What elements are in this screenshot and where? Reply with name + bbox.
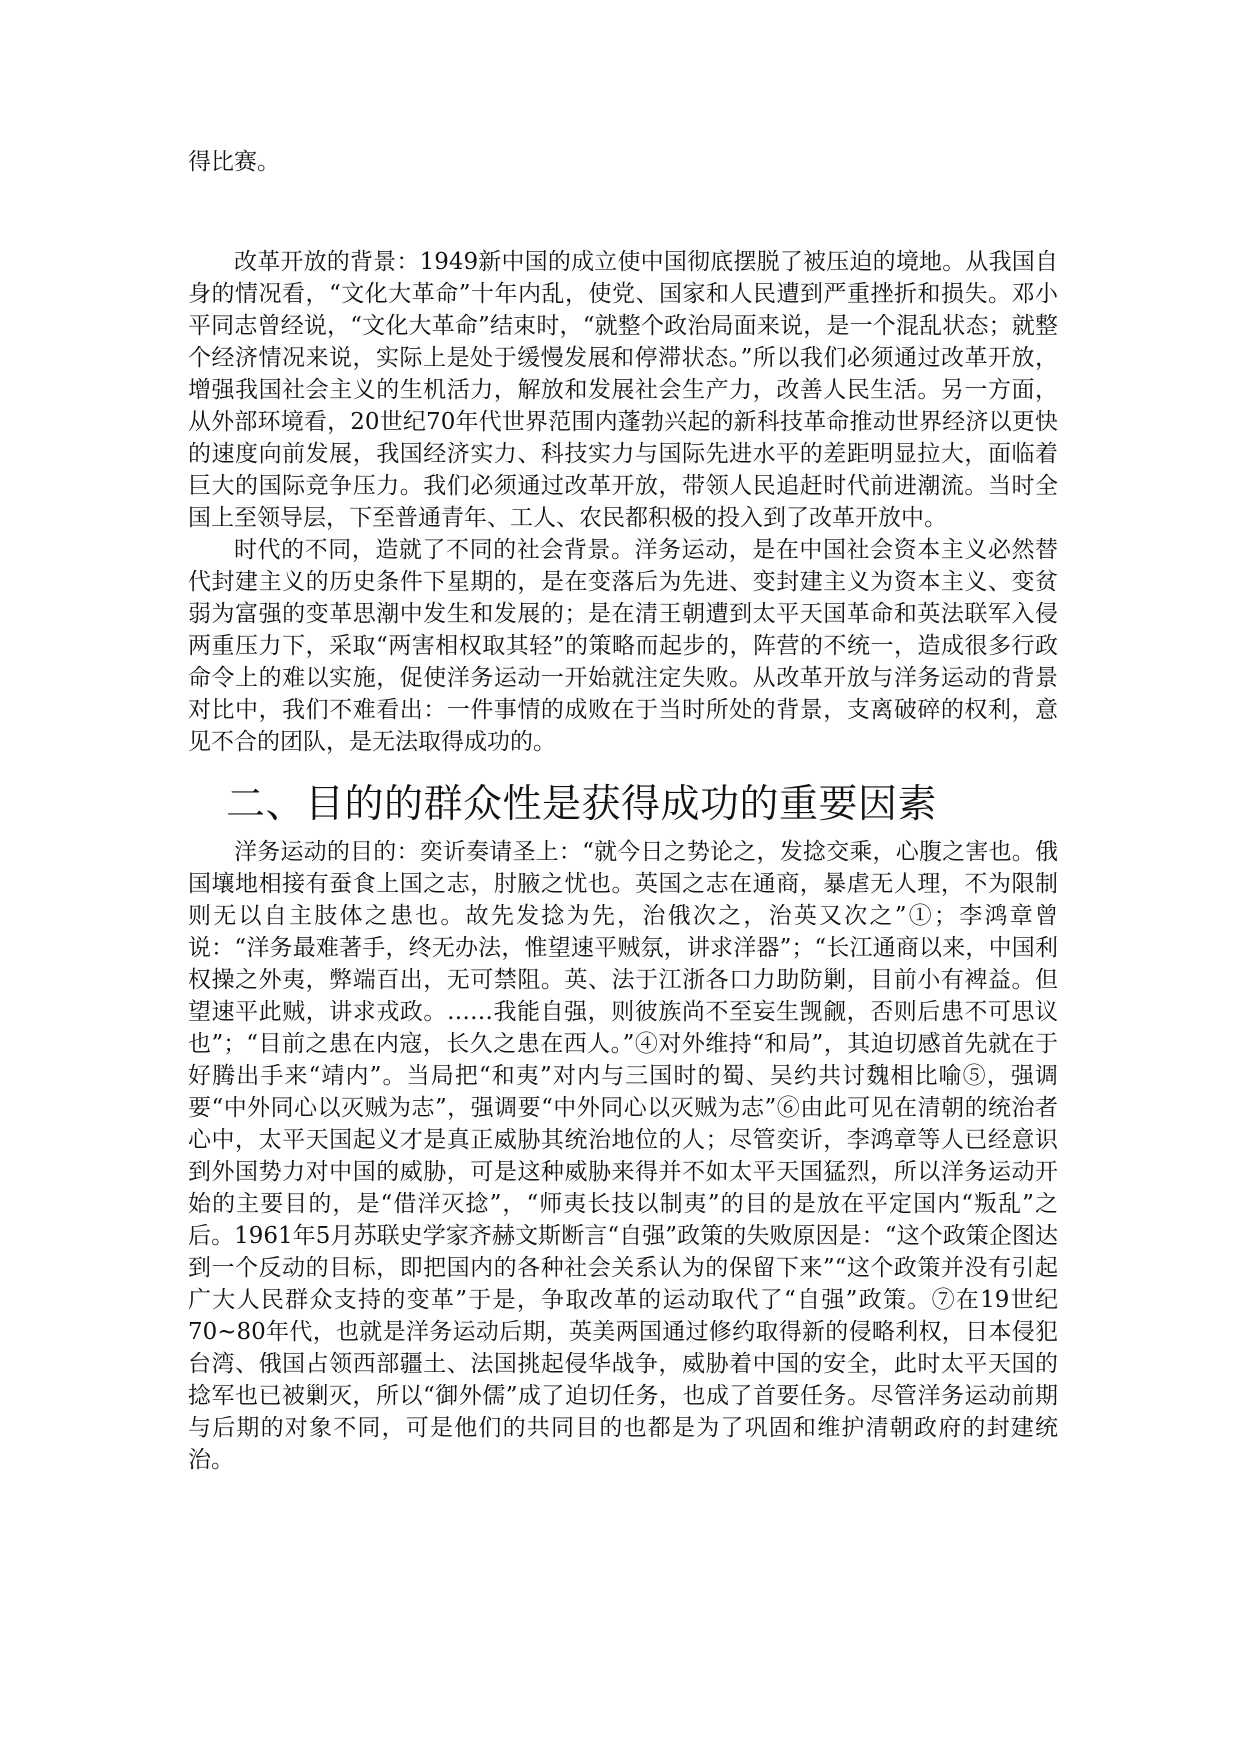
paragraph-continuation: 得比赛。 <box>188 149 280 175</box>
paragraph-era-comparison: 时代的不同，造就了不同的社会背景。洋务运动，是在中国社会资本主义必然替代封建主义的历史条件下星期的，是在变落后为先进、变封建主义为资本主义、变贫弱为富强的变革思潮中发生和发展的；是在清王朝遭到太平天国革命和英法联军入侵两重压力下，采取“两害相权取其轻”的策略而起步的，阵营的不统一，造成很多行政命令上的难以实施，促使洋务运动一开始就注定失败。从改革开放与洋务运动的背景对比中，我们不难看出：一件事情的成败在于当时所处的背景，支离破碎的权利，意见不合的团队，是无法取得成功的。 <box>188 537 1058 755</box>
section-heading: 二、目的的群众性是获得成功的重要因素 <box>226 782 938 827</box>
paragraph-westernization-purpose: 洋务运动的目的：奕䜣奏请圣上：“就今日之势论之，发捻交乘，心腹之害也。俄国壤地相接有蚕食上国之志，肘腋之忧也。英国之志在通商，暴虐无人理，不为限制则无以自主肢体之患也。故先发捻为先，治俄次之，治英又次之”①；李鸿章曾说：“洋务最难著手，终无办法，惟望速平贼氛，讲求洋器”；“长江通商以来，中国利权操之外夷，弊端百出，无可禁阻。英、法于江浙各口力助防剿，目前小有裨益。但望速平此贼，讲求戎政。……我能自强，则彼族尚不至妄生觊觎，否则后患不可思议也”；“目前之患在内寇，长久之患在西人。”④对外维持“和局”，其迫切感首先就在于好腾出手来“靖内”。当局把“和夷”对内与三国时的蜀、吴约共讨魏相比喻⑤，强调要“中外同心以灭贼为志”，强调要“中外同心以灭贼为志”⑥由此可见在清朝的统治者心中，太平天国起义才是真正威胁其统治地位的人；尽管奕䜣，李鸿章等人已经意识到外国势力对中国的威胁，可是这种威胁来得并不如太平天国猛烈，所以洋务运动开始的主要目的，是“借洋灭捻”，“师夷长技以制夷”的目的是放在平定国内“叛乱”之后。1961年5月苏联史学家齐赫文斯断言“自强”政策的失败原因是：“这个政策企图达到一个反动的目标，即把国内的各种社会关系认为的保留下来”“这个政策并没有引起广大人民群众支持的变革”于是，争取改革的运动取代了“自强”政策。⑦在19世纪70~80年代，也就是洋务运动后期，英美两国通过修约取得新的侵略利权，日本侵犯台湾、俄国占领西部疆土、法国挑起侵华战争，威胁着中国的安全，此时太平天国的捻军也已被剿灭，所以“御外儒”成了迫切任务，也成了首要任务。尽管洋务运动前期与后期的对象不同，可是他们的共同目的也都是为了巩固和维护清朝政府的封建统治。 <box>188 839 1058 1473</box>
page-content <box>188 146 1058 1476</box>
paragraph-reform-background: 改革开放的背景：1949新中国的成立使中国彻底摆脱了被压迫的境地。从我国自身的情况看，“文化大革命”十年内乱，使党、国家和人民遭到严重挫折和损失。邓小平同志曾经说，“文化大革命”结束时，“就整个政治局面来说，是一个混乱状态；就整个经济情况来说，实际上是处于缓慢发展和停滞状态。”所以我们必须通过改革开放，增强我国社会主义的生机活力，解放和发展社会生产力，改善人民生活。另一方面，从外部环境看，20世纪70年代世界范围内蓬勃兴起的新科技革命推动世界经济以更快的速度向前发展，我国经济实力、科技实力与国际先进水平的差距明显拉大，面临着巨大的国际竞争压力。我们必须通过改革开放，带领人民追赶时代前进潮流。当时全国上至领导层，下至普通青年、工人、农民都积极的投入到了改革开放中。 <box>188 249 1058 531</box>
